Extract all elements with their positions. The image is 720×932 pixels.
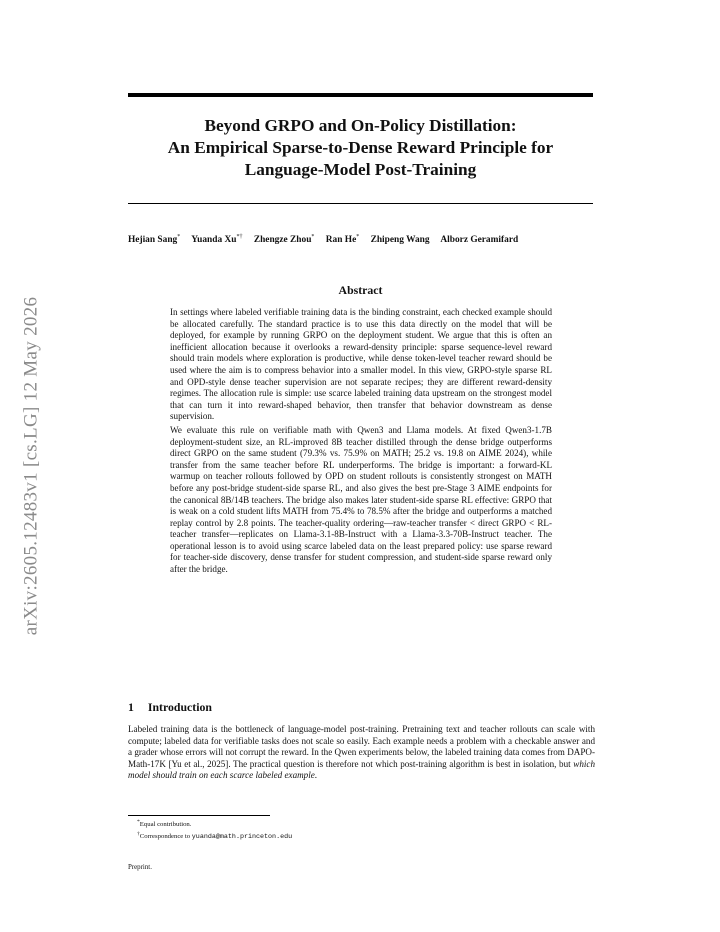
author-affiliation-mark: * bbox=[311, 234, 315, 240]
author-affiliation-mark: *† bbox=[236, 234, 243, 240]
title-line-3: Language-Model Post-Training bbox=[244, 160, 477, 179]
footnote-rule bbox=[128, 815, 270, 816]
section-number: 1 bbox=[128, 700, 134, 714]
author-affiliation-mark: * bbox=[177, 234, 181, 240]
author bbox=[254, 235, 315, 245]
section-heading-introduction bbox=[128, 700, 212, 715]
paper-title bbox=[118, 115, 603, 181]
author-name: Zhipeng Wang bbox=[370, 235, 430, 246]
author-affiliation-mark: * bbox=[356, 234, 360, 240]
author-list bbox=[128, 234, 628, 245]
footnote-mark: † bbox=[137, 830, 140, 837]
author-name: Yuanda Xu bbox=[191, 235, 237, 246]
author-name: Ran He bbox=[325, 235, 357, 246]
abstract-paragraph-1: In settings where labeled verifiable training data is the binding constraint, each checked example should be allocated carefully. The standard practice is to use this data directly on the model that will be deployed, for example by running GRPO on the deployment student. We argue that this is often an inefficient allocation because it overlooks a reward-density principle: sparse sequence-level reward should train models where exploration is productive, while dense token-level teacher reward should be used where the aim is to compress behavior into a smaller model. In this view, GRPO-style sparse RL and OPD-style dense teacher supervision are not separate recipes; they are different reward-density regimes. The allocation rule is simple: use scarce labeled training data upstream on the strongest model that can turn it into reward-shaped behavior, then transfer that behavior downstream as dense supervision. bbox=[170, 307, 552, 422]
title-bottom-rule bbox=[128, 203, 593, 204]
footnote-text: Correspondence to bbox=[139, 833, 192, 841]
arxiv-identifier-stamp bbox=[14, 256, 48, 676]
author bbox=[371, 235, 430, 245]
footnote-equal-contribution bbox=[137, 818, 292, 830]
footnote-mark: * bbox=[137, 819, 140, 825]
title-top-rule bbox=[128, 93, 593, 97]
intro-end: . bbox=[314, 770, 318, 780]
author bbox=[191, 235, 242, 245]
intro-emphasis: which model should train on each scarce labeled example bbox=[128, 758, 595, 780]
author-name: Zhengze Zhou bbox=[253, 235, 312, 246]
footnote-text: Equal contribution. bbox=[139, 821, 192, 829]
correspondence-email: yuanda@math.princeton.edu bbox=[191, 833, 293, 842]
author bbox=[326, 235, 359, 245]
author bbox=[128, 235, 180, 245]
introduction-paragraph bbox=[128, 724, 595, 782]
arxiv-identifier-text: arXiv:2605.12483v1 [cs.LG] 12 May 2026 bbox=[20, 296, 42, 636]
intro-text: Labeled training data is the bottleneck of language-model post-training. Pretraining text and teacher rollouts can scale with compute; labeled data for verifiable tasks does not scale so easily. Each example needs a problem with a checkable answer and a grader whose errors will not corrupt the reward. In the Qwen experiments below, the labeled training data comes from DAPO-Math-17K [Yu et al., 2025]. The practical question is therefore not which post-training algorithm is best in isolation, but bbox=[128, 724, 595, 769]
author-name: Alborz Geramifard bbox=[440, 235, 519, 246]
author-name: Hejian Sang bbox=[128, 235, 178, 246]
abstract-paragraph-2: We evaluate this rule on verifiable math with Qwen3 and Llama models. At fixed Qwen3-1.7B deployment-student size, an RL-improved 8B teacher distilled through the dense bridge outperforms direct GRPO on the same student (79.3% vs. 75.9% on MATH; 25.2 vs. 19.8 on AIME 2024), while transfer from the same teacher before RL underperforms. The bridge is important: a forward-KL warmup on teacher rollouts followed by OPD on student rollouts is consistently strongest on MATH before any post-bridge student-side sparse RL, and also gives the best pre-Stage 3 AIME endpoints for the canonical 8B/14B teachers. The bridge also makes later student-side sparse RL effective: GRPO that is weak on a cold student lifts MATH from 75.4% to 78.5% after the bridge and outperforms a matched replay control by 2.8 points. The teacher-quality ordering—raw-teacher transfer < direct GRPO < RL-teacher transfer—replicates on Llama-3.1-8B-Instruct with a Llama-3.3-70B-Instruct teacher. The operational lesson is to avoid using scarce labeled data on the least prepared policy: use sparse reward for teacher-side discovery, dense transfer for student compression, and student-side sparse reward only after the bridge. bbox=[170, 424, 552, 575]
title-line-1: Beyond GRPO and On-Policy Distillation: bbox=[204, 116, 517, 135]
author bbox=[440, 235, 518, 245]
footnote-correspondence bbox=[137, 830, 292, 842]
section-title: Introduction bbox=[147, 700, 212, 714]
preprint-footer: Preprint. bbox=[128, 864, 152, 871]
footnotes bbox=[137, 818, 292, 842]
title-line-2: An Empirical Sparse-to-Dense Reward Principle for bbox=[167, 138, 554, 157]
abstract-heading: Abstract bbox=[338, 283, 383, 297]
abstract-body bbox=[170, 307, 552, 578]
